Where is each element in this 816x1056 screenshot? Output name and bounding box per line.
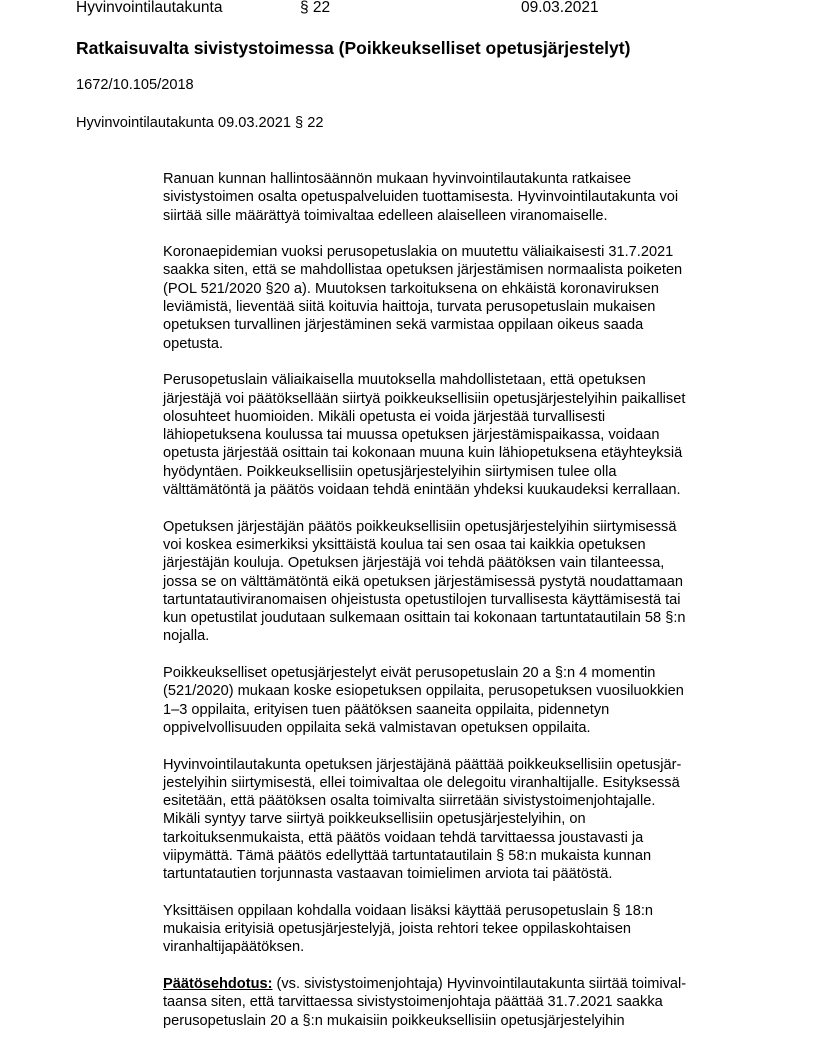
- paragraph-line: jestelyihin siirtymisestä, ellei toimivaltaa ole delegoitu viranhaltijalle. Esityksessä: [163, 774, 680, 791]
- paragraph-line: opetuksen turvallinen järjestäminen sekä varmistaa oppilaan oikeus saada: [163, 317, 644, 334]
- paragraph-line: leviämistä, lieventää siitä koituvia haittoja, turvata perusopetuslain mukaisen: [163, 299, 656, 316]
- paragraph: [163, 371, 763, 499]
- proposal-label: Päätösehdotus:: [163, 976, 273, 993]
- paragraph-line: Hyvinvointilautakunta opetuksen järjestäjänä päättää poikkeuksellisiin opetusjär-: [163, 756, 682, 773]
- proposal-line: perusopetuslain 20 a §:n mukaisiin poikkeuksellisiin opetusjärjestelyihin: [163, 1012, 625, 1029]
- meeting-reference: Hyvinvointilautakunta 09.03.2021 § 22: [76, 115, 324, 131]
- paragraph: [163, 902, 763, 957]
- paragraph-line: mukaisia erityisiä opetusjärjestelyjä, joista rehtori tekee oppilaskohtaisen: [163, 921, 632, 938]
- paragraph-line: voi koskea esimerkiksi yksittäistä koulua tai sen osaa tai kaikkia opetuksen: [163, 536, 646, 553]
- paragraph-line: sivistystoimen osalta opetuspalveluiden tuottamisesta. Hyvinvointilautakunta voi: [163, 189, 679, 206]
- paragraph-line: (POL 521/2020 §20 a). Muutoksen tarkoituksena on ehkäistä koronaviruksen: [163, 280, 659, 297]
- paragraph-line: hyödyntäen. Poikkeuksellisiin opetusjärjestelyihin siirtymisen tulee olla: [163, 463, 617, 480]
- header-section: § 22: [300, 0, 331, 16]
- paragraph-line: olosuhteet huomioiden. Mikäli opetusta ei voida järjestää turvallisesti: [163, 408, 606, 425]
- paragraph-line: esitetään, että päätöksen osalta toimivalta siirretään sivistystoimenjohtajalle.: [163, 793, 656, 810]
- paragraph-line: kun opetustilat joudutaan sulkemaan osittain tai kokonaan tartuntatautilain 58 §:n: [163, 610, 686, 627]
- header-date: 09.03.2021: [521, 0, 599, 16]
- document-title: Ratkaisuvalta sivistystoimessa (Poikkeukselliset opetusjärjestelyt): [76, 38, 631, 58]
- paragraph-line: Poikkeukselliset opetusjärjestelyt eivät perusopetuslain 20 a §:n 4 momentin: [163, 665, 656, 682]
- paragraph-line: 1–3 oppilaita, erityisen tuen päätöksen saaneita oppilaita, pidennetyn: [163, 701, 610, 718]
- paragraphs: [163, 170, 763, 957]
- paragraph-line: Perusopetuslain väliaikaisella muutoksella mahdollistetaan, että opetuksen: [163, 372, 646, 389]
- paragraph-line: siirtää sille määrättyä toimivaltaa edelleen alaiselleen viranomaiselle.: [163, 207, 608, 224]
- paragraph-line: opetusta.: [163, 335, 224, 352]
- paragraph-line: oppivelvollisuuden oppilaita sekä valmistavan opetuksen oppilaita.: [163, 719, 591, 736]
- proposal-first-line: [163, 975, 763, 993]
- paragraph-line: järjestäjä voi päätöksellään siirtyä poikkeuksellisiin opetusjärjestelyihin paikalliset: [163, 390, 686, 407]
- paragraph-line: nojalla.: [163, 628, 210, 645]
- paragraph-line: Koronaepidemian vuoksi perusopetuslakia on muutettu väliaikaisesti 31.7.2021: [163, 244, 674, 261]
- diary-number: 1672/10.105/2018: [76, 77, 194, 93]
- paragraph-line: järjestäjän kouluja. Opetuksen järjestäjä voi tehdä päätöksen vain tilanteessa,: [163, 555, 665, 572]
- paragraph: [163, 170, 763, 225]
- paragraph-line: viranhaltijapäätöksen.: [163, 939, 305, 956]
- paragraph-line: opetusta järjestää osittain tai kokonaan muuna kuin lähiopetuksena etäyhteyksiä: [163, 445, 683, 462]
- paragraph-line: viipymättä. Tämä päätös edellyttää tartuntatautilain § 58:n mukaista kunnan: [163, 847, 652, 864]
- paragraph-line: Mikäli syntyy tarve siirtyä poikkeuksellisiin opetusjärjestelyihin, on: [163, 811, 586, 828]
- decision-proposal: [163, 975, 763, 1030]
- paragraph-line: tarkoituksenmukaista, että päätös voidaan tehdä tarvittaessa joustavasti ja: [163, 829, 644, 846]
- paragraph-line: saakka siten, että se mahdollistaa opetuksen järjestämisen normaalista poiketen: [163, 262, 683, 279]
- paragraph-line: (521/2020) mukaan koske esiopetuksen oppilaita, perusopetuksen vuosiluokkien: [163, 683, 684, 700]
- paragraph-line: lähiopetuksena koulussa tai muussa opetuksen järjestämispaikassa, voidaan: [163, 427, 660, 444]
- paragraph: [163, 664, 763, 737]
- paragraph-line: Yksittäisen oppilaan kohdalla voidaan lisäksi käyttää perusopetuslain § 18:n: [163, 902, 654, 919]
- document-body: [163, 170, 763, 1048]
- proposal-line: taansa siten, että tarvittaessa sivistystoimenjohtaja päättää 31.7.2021 saakka: [163, 994, 663, 1011]
- paragraph-line: välttämätöntä ja päätös voidaan tehdä enintään yhdeksi kuukaudeksi kerrallaan.: [163, 482, 681, 499]
- header-organ: Hyvinvointilautakunta: [76, 0, 223, 16]
- paragraph: [163, 756, 763, 884]
- paragraph: [163, 243, 763, 353]
- paragraph: [163, 518, 763, 646]
- paragraph-line: Opetuksen järjestäjän päätös poikkeuksellisiin opetusjärjestelyihin siirtymisessä: [163, 518, 677, 535]
- proposal-first-line-rest: (vs. sivistystoimenjohtaja) Hyvinvointilautakunta siirtää toimival-: [272, 976, 687, 993]
- paragraph-line: Ranuan kunnan hallintosäännön mukaan hyvinvointilautakunta ratkaisee: [163, 171, 632, 187]
- paragraph-line: tartuntatautiviranomaisen ohjeistusta opetustilojen turvallisesta käyttämisestä tai: [163, 591, 681, 608]
- paragraph-line: jossa se on välttämätöntä eikä opetuksen järjestämisessä pystytä noudattamaan: [163, 573, 683, 590]
- paragraph-line: tartuntatautien torjunnasta vastaavan toimielimen arviota tai päätöstä.: [163, 866, 613, 883]
